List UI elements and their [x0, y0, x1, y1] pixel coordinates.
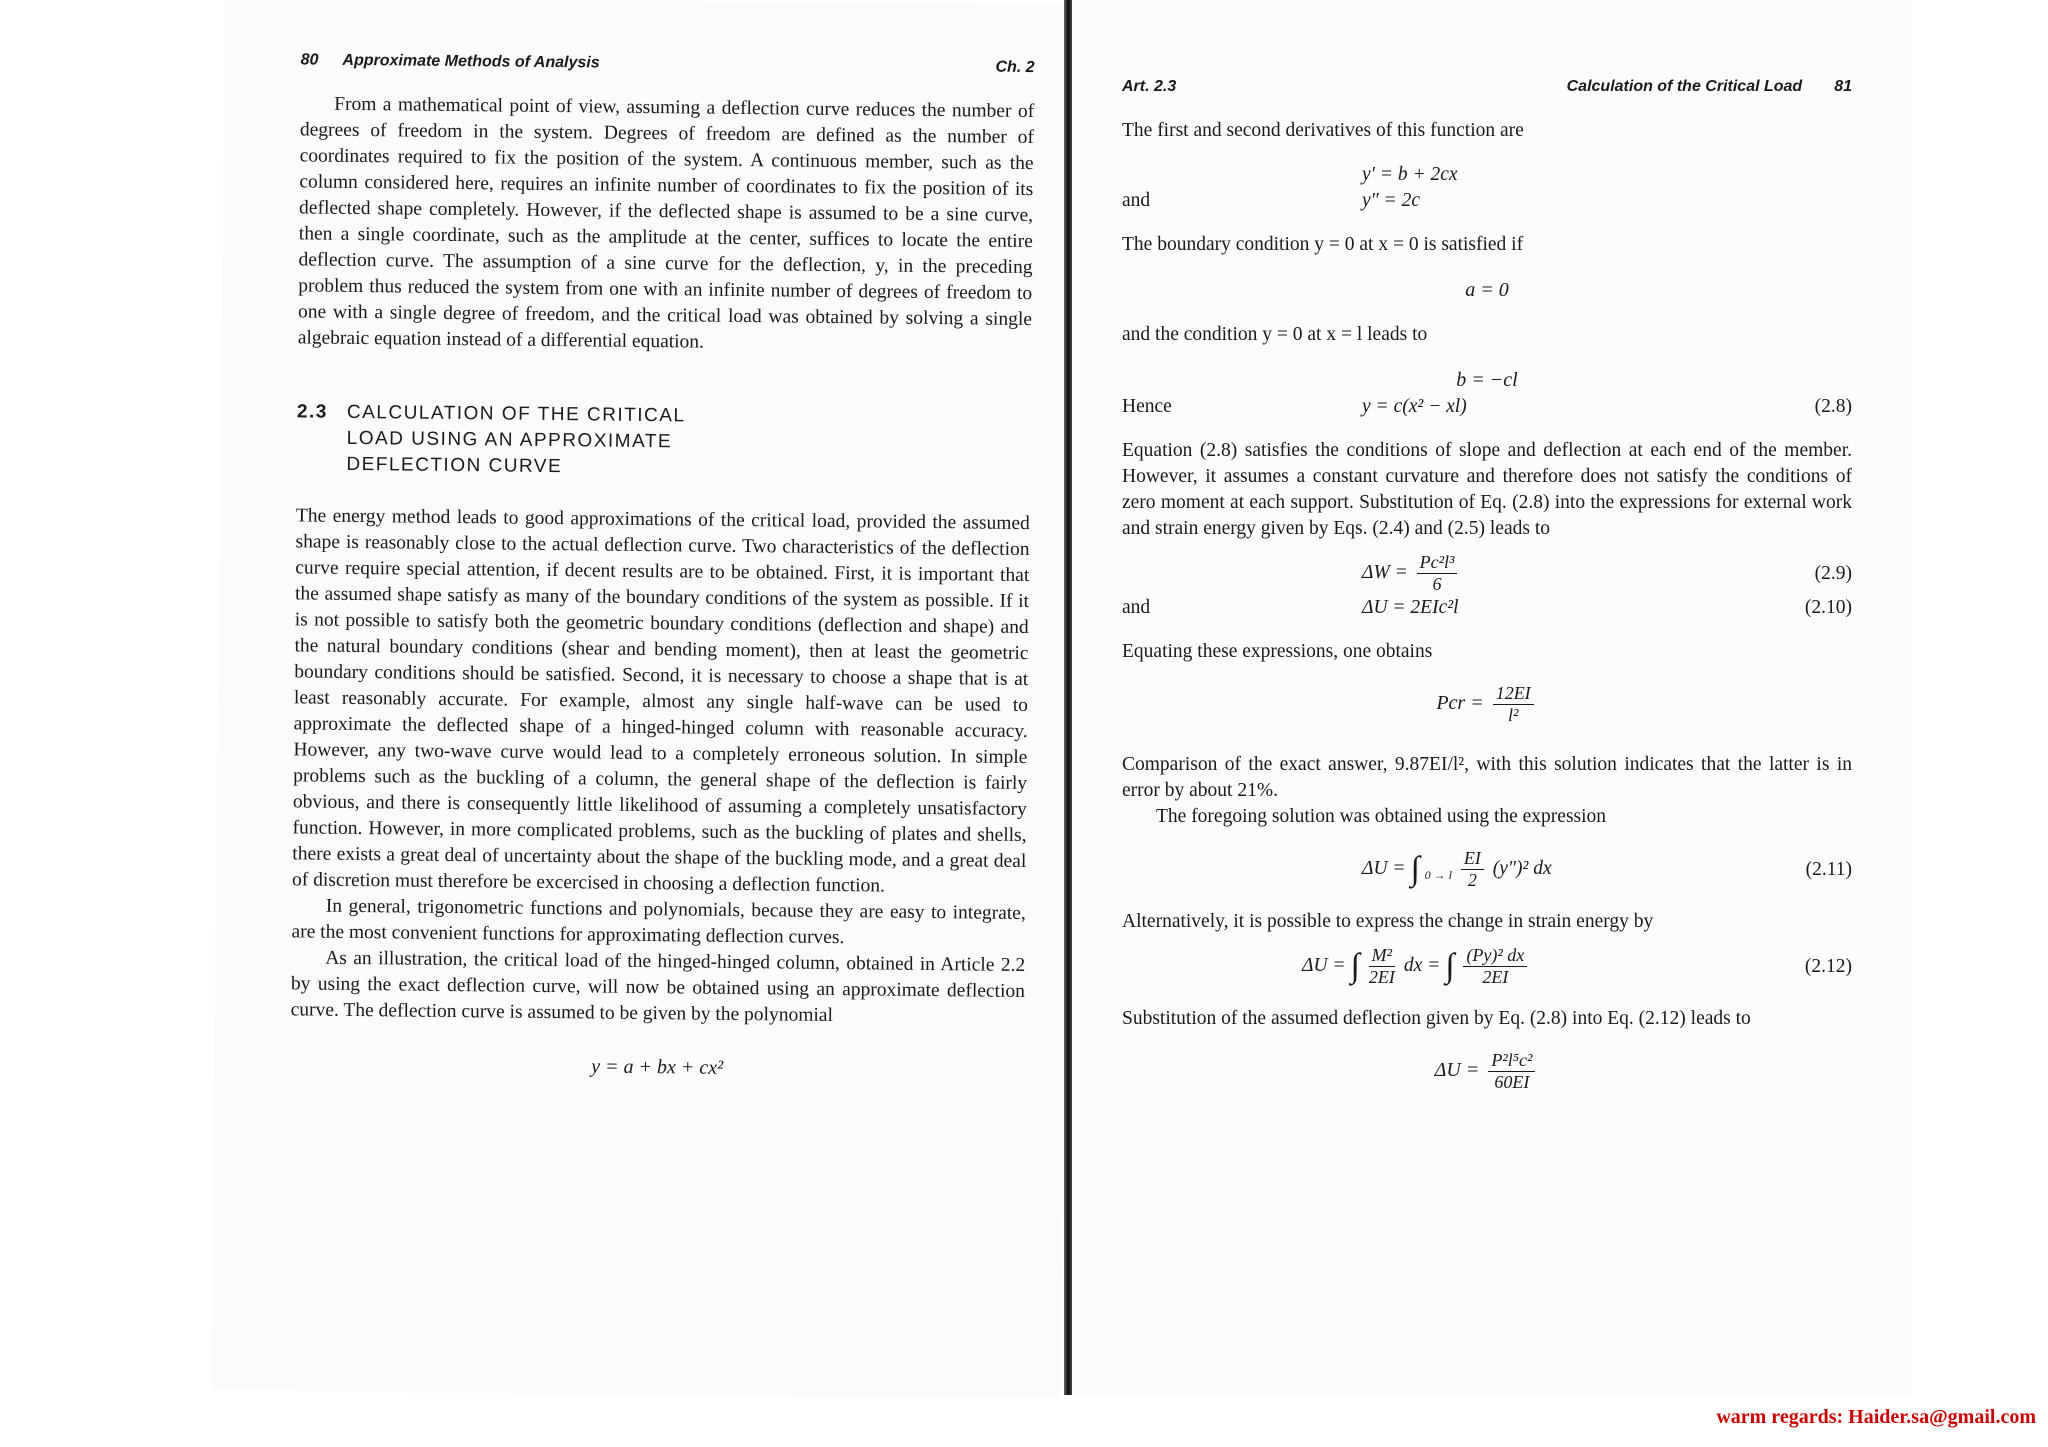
footer-credit: warm regards: Haider.sa@gmail.com [1716, 1406, 2036, 1428]
eq-2-12-fraction-2 [1463, 945, 1527, 988]
eq-final-denominator: 60EI [1494, 1072, 1530, 1092]
eq-b-value: b = −cl [1456, 369, 1518, 391]
eq-2-11-denominator: 2 [1467, 870, 1477, 890]
section-number: 2.3 [296, 401, 329, 423]
tag-2-8: (2.8) [1814, 396, 1852, 417]
integral-sign-icon: ∫ [1445, 947, 1455, 985]
right-page-number: 81 [1834, 78, 1852, 95]
text-equation-2-8-discussion: Equation (2.8) satisfies the conditions of slope and deflection at each end of the member. However, it assumes a constant curvature and therefore does not satisfy the conditions of zero moment at each support. Substitution of Eq. (2.8) into the expressions for external work and strain energy given by Eqs. (2.4) and (2.5) leads to [1122, 440, 1852, 539]
text-boundary-condition-1: The boundary condition y = 0 at x = 0 is satisfied if [1122, 234, 1524, 255]
left-running-title: Approximate Methods of Analysis [342, 51, 600, 72]
eq-2-9-denominator: 6 [1432, 574, 1442, 594]
tag-2-9: (2.9) [1814, 562, 1852, 584]
eq-pcr-numerator: 12EI [1493, 683, 1534, 705]
text-derivatives-intro: The first and second derivatives of this function are [1122, 120, 1524, 141]
eq-2-9-numerator: Pc²l³ [1417, 552, 1458, 574]
eq-final-fraction [1488, 1050, 1535, 1093]
eq-2-12-numerator-1: M² [1369, 945, 1395, 967]
section-heading [296, 399, 1031, 485]
text-comparison: Comparison of the exact answer, 9.87EI/l², with this solution indicates that the latter is in error by about 21%. [1122, 754, 1852, 801]
eq-2-10: ΔU = 2EIc²l [1362, 597, 1459, 618]
integral-sign-icon: ∫ [1350, 947, 1360, 985]
eq-final-lhs: ΔU = [1434, 1059, 1480, 1082]
right-page [1072, 0, 1912, 1395]
eq-2-11-lhs: ΔU = [1362, 857, 1406, 879]
eq-2-12-row [1122, 945, 1852, 988]
eq-a-zero: a = 0 [1465, 279, 1509, 301]
eq-2-9-fraction [1417, 552, 1458, 595]
eq-pcr-lhs: Pcr = [1436, 692, 1484, 715]
section-title: CALCULATION OF THE CRITICAL LOAD USING AN APPROXIMATE DEFLECTION CURVE [346, 401, 686, 478]
eq-first-derivative: y′ = b + 2cx [1362, 164, 1458, 185]
eq-final-numerator: P²l⁵c² [1488, 1050, 1535, 1072]
left-running-head [301, 51, 1035, 77]
eq-2-10-row [1122, 595, 1852, 621]
eq-2-8: y = c(x² − xl) [1362, 396, 1467, 417]
eq-2-11-limits: 0 → l [1424, 867, 1452, 882]
tag-2-10: (2.10) [1804, 597, 1852, 618]
eq-2-11-rest: (y″)² dx [1492, 857, 1552, 879]
eq-final-strain-energy [1122, 1050, 1852, 1093]
integral-sign-icon: ∫ [1410, 850, 1420, 888]
text-substitution: Substitution of the assumed deflection given by Eq. (2.8) into Eq. (2.12) leads to [1122, 1008, 1751, 1029]
text-alternatively: Alternatively, it is possible to express the change in strain energy by [1122, 911, 1654, 932]
eq-2-9-row [1122, 552, 1852, 595]
eq-2-12-denominator-2: 2EI [1482, 967, 1509, 987]
eq-2-12-lhs: ΔU = [1302, 954, 1346, 976]
chapter-label: Ch. 2 [995, 58, 1035, 77]
paragraph-degrees-of-freedom: From a mathematical point of view, assuming a deflection curve reduces the number of degrees of freedom in the system. Degrees of freedom are defined as the number of coordinates required to fix the position of the system. A continuous member, such as the column considered here, requires an infinite number of coordinates to fix the position of its deflected shape completely. However, if the deflected shape is assumed to be a sine curve, then a single coordinate, such as the amplitude at the center, suffices to locate the entire deflection curve. The assumption of a sine curve for the deflection, y, in the preceding problem thus reduced the system from one with an infinite number of degrees of freedom to one with a single degree of freedom, and the critical load was obtained by solving a single algebraic equation instead of a differential equation. [297, 93, 1035, 353]
and-label-2: and [1122, 597, 1151, 618]
eq-2-12-denominator-1: 2EI [1368, 967, 1395, 987]
eq-2-9-lhs: ΔW = [1362, 561, 1408, 583]
and-label-1: and [1122, 190, 1151, 211]
right-running-head [1122, 78, 1852, 96]
eq-pcr-denominator: l² [1507, 705, 1519, 725]
eq-2-11-numerator: EI [1461, 848, 1484, 870]
eq-first-derivative-row [1122, 162, 1852, 188]
left-page [211, 0, 1076, 1399]
tag-2-12: (2.12) [1804, 955, 1852, 977]
text-equating: Equating these expressions, one obtains [1122, 641, 1433, 662]
text-boundary-condition-2: and the condition y = 0 at x = l leads to [1122, 324, 1428, 345]
paragraph-illustration: As an illustration, the critical load of the hinged-hinged column, obtained in Article 2.2 by using the exact deflection curve, will now be obtained using an approximate deflection curve. The deflection curve is assumed to be given by the polynomial [290, 947, 1026, 1027]
eq-2-12-fraction-1 [1369, 945, 1395, 988]
eq-second-derivative-row [1122, 188, 1852, 214]
paragraph-energy-method: The energy method leads to good approximations of the critical load, provided the assumed shape is reasonably close to the actual deflection curve. Two characteristics of the deflection curve require special attention, if decent results are to be obtained. First, it is important that the assumed shape satisfy as many of the boundary conditions of the system as possible. If it is not possible to satisfy both the geometric boundary conditions (deflection and shape) and the natural boundary conditions (shear and bending moment), then at least the geometric boundary conditions should be satisfied. Second, it is necessary to choose a shape that is at least reasonably accurate. For example, almost any single half-wave can be used to approximate the deflected shape of a hinged-hinged column with reasonable accuracy. However, any two-wave curve would lead to a completely erroneous solution. In simple problems such as the buckling of a column, the general shape of the deflection is fairly obvious, and there is consequently little likelihood of assuming a completely unsatisfactory function. However, in more complicated problems, such as the buckling of plates and shells, there exists a great deal of uncertainty about the shape of the buckling mode, and a great deal of discretion must therefore be excercised in choosing a deflection function. [291, 505, 1030, 897]
text-foregoing-solution: The foregoing solution was obtained using the expression [1156, 806, 1607, 827]
paragraph-trig-functions: In general, trigonometric functions and polynomials, because they are easy to integrate, are the most convenient functions for approximating deflection curves. [291, 895, 1026, 949]
eq-pcr-fraction [1493, 683, 1534, 726]
eq-2-11-row [1122, 848, 1852, 891]
eq-second-derivative: y″ = 2c [1362, 190, 1421, 211]
right-running-title: Calculation of the Critical Load [1566, 78, 1803, 95]
eq-2-12-numerator-2: (Py)² dx [1463, 945, 1527, 967]
eq-2-8-row [1122, 394, 1852, 420]
tag-2-11: (2.11) [1805, 858, 1852, 880]
left-page-number: 80 [300, 51, 319, 69]
eq-2-12-mid: dx = [1403, 954, 1441, 976]
article-label: Art. 2.3 [1122, 78, 1177, 95]
equation-polynomial: y = a + bx + cx² [591, 1055, 724, 1079]
eq-2-11-fraction [1461, 848, 1484, 891]
eq-critical-load [1122, 683, 1852, 726]
hence-label: Hence [1122, 396, 1172, 417]
